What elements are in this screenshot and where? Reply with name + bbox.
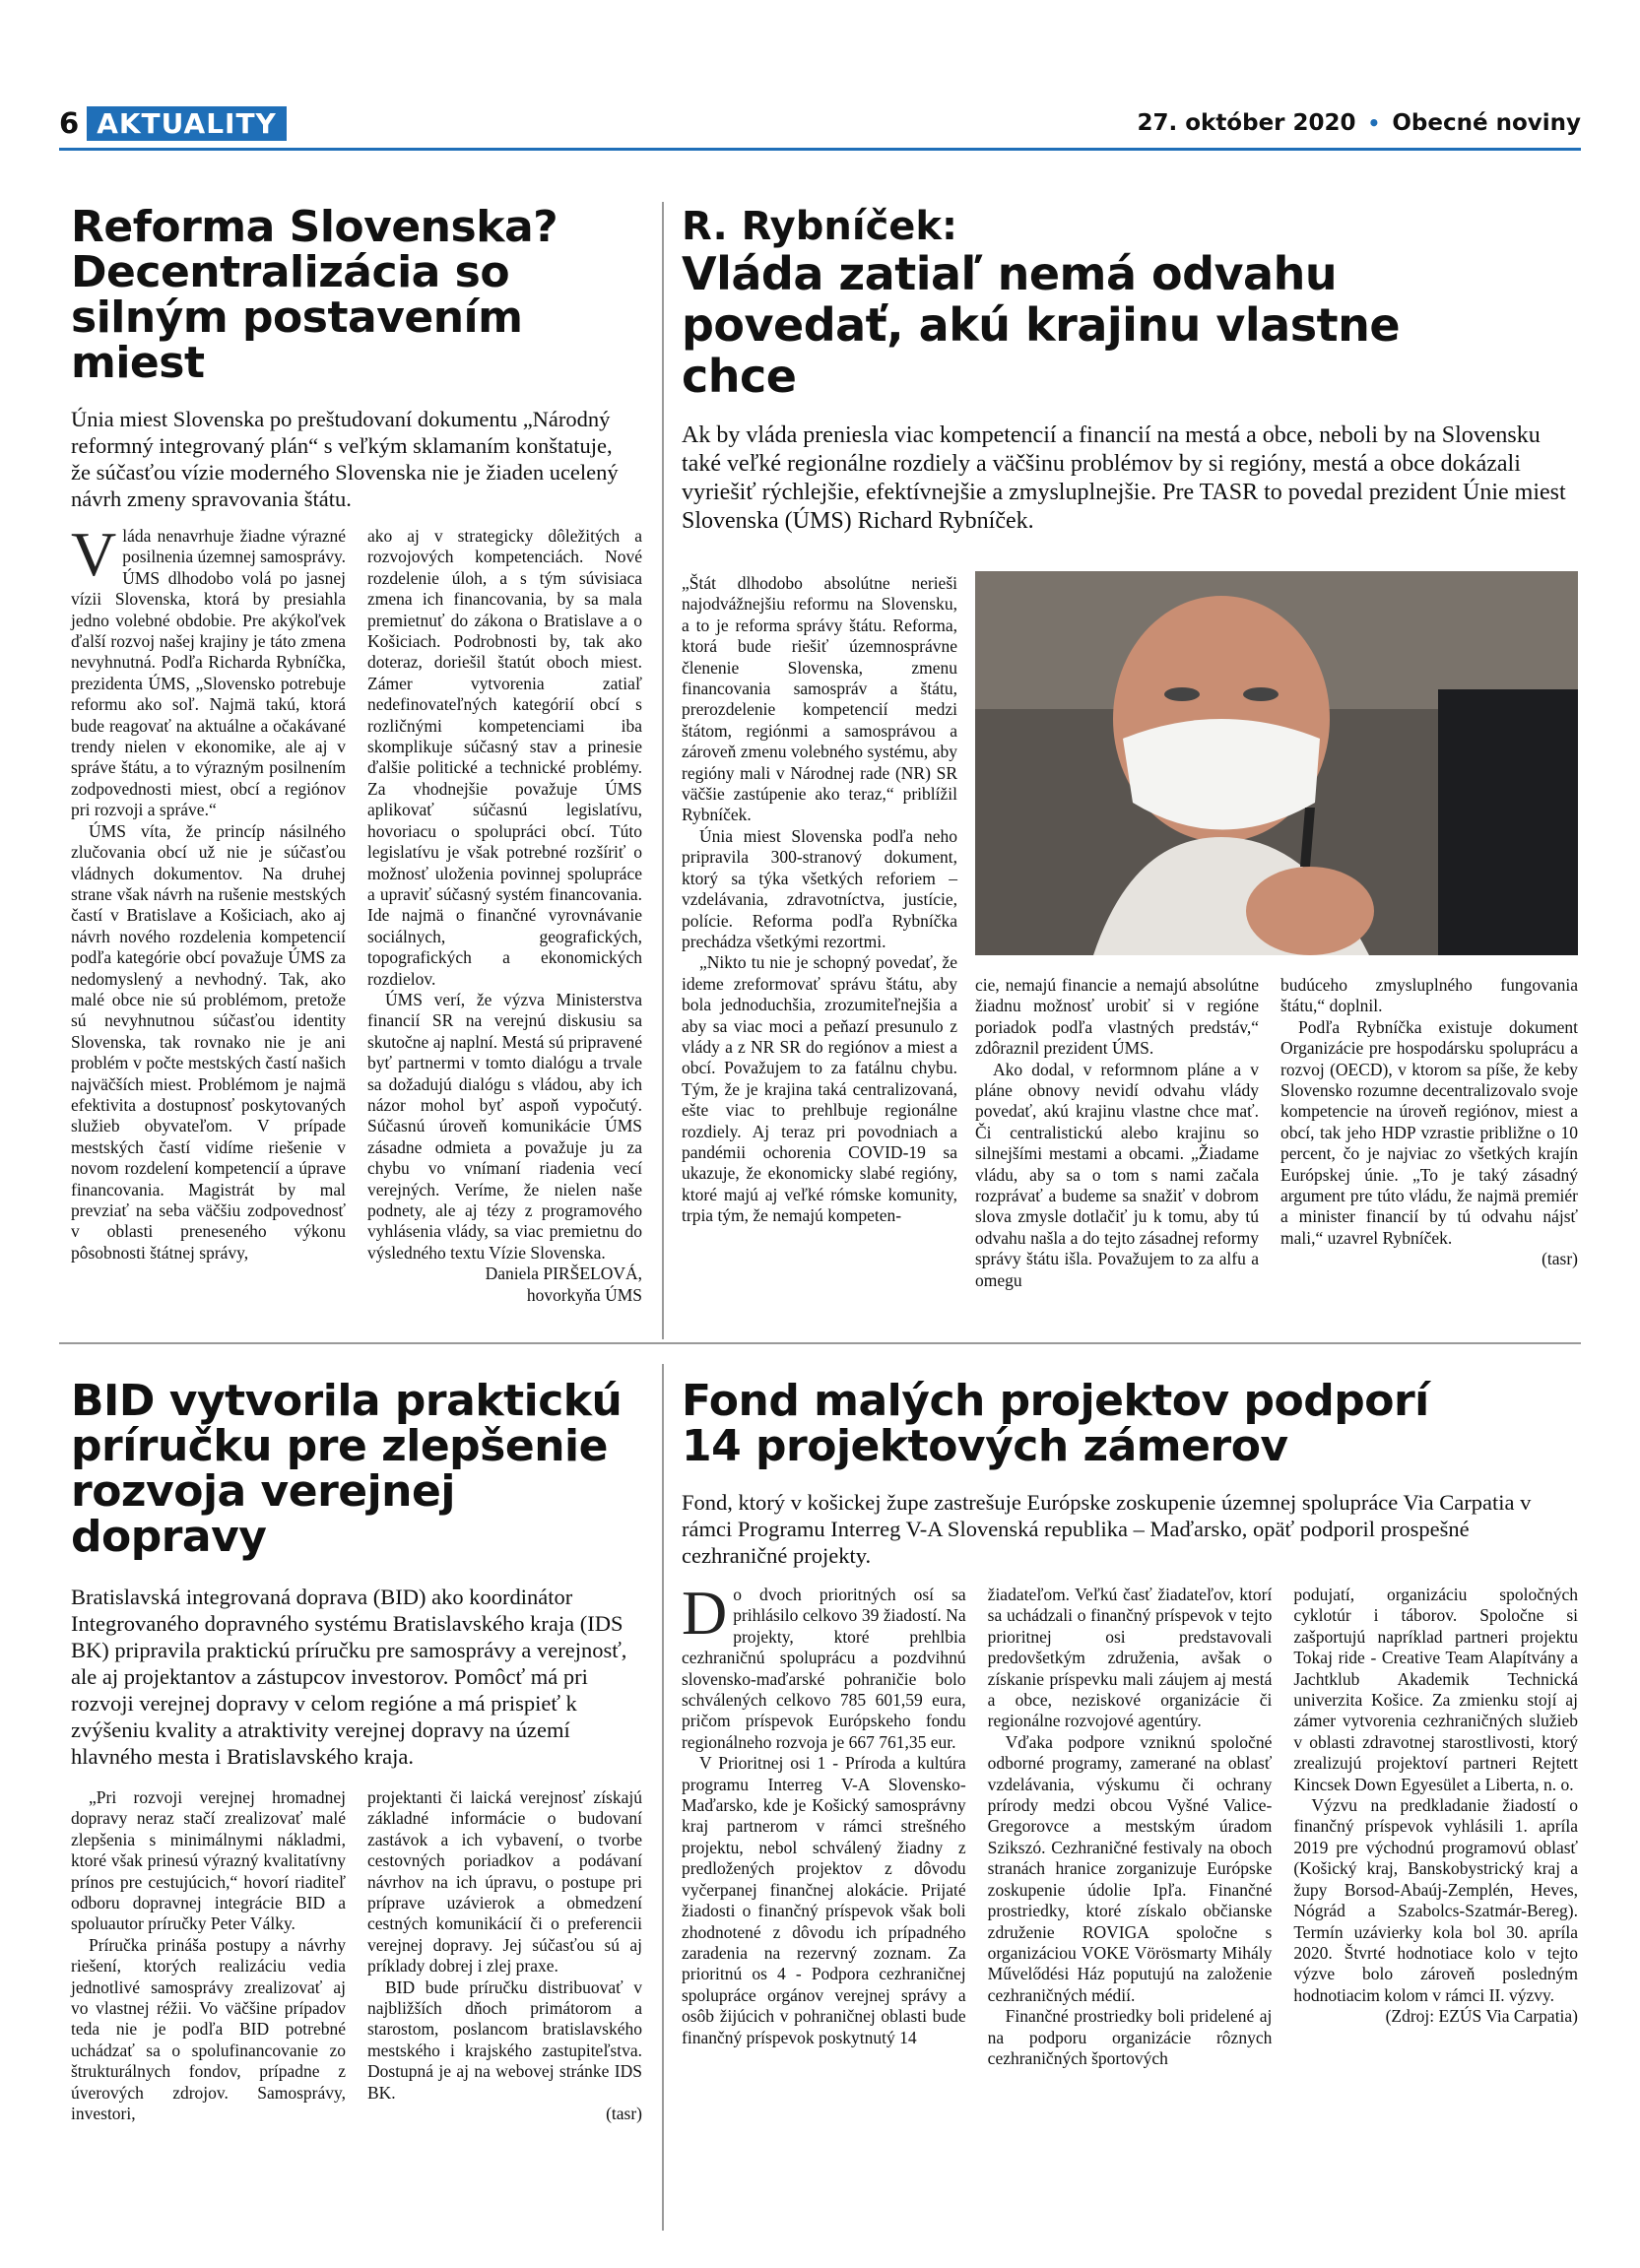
paragraph: Vláda nenavrhuje žiadne výrazné posilnenia územnej samosprávy. ÚMS dlhodobo volá po jasnej vízii Slovenska, ktorá by presiahla jedno volebné obdobie. Pre akýkoľvek ďalší rozvoj našej krajiny je táto zmena nevyhnutná. Podľa Richarda Rybníčka, prezidenta ÚMS, „Slovensko potrebuje reformu ako soľ. Najmä takú, ktorá bude reagovať na aktuálne a očakávané trendy nielen v ekonomike, ale aj v správe štátu, a to výrazným posilnením zodpovednosti miest, obcí a regiónov pri rozvoji a správe.“: [71, 519, 347, 820]
body-column: [71, 1787, 346, 2125]
separator-dot: •: [1367, 111, 1381, 135]
masthead: [59, 102, 1581, 144]
body-column: [975, 975, 1259, 1291]
article-lead: Únia miest Slovenska po preštudovaní dokumentu „Národný reformný integrovaný plán“ s veľkým sklamaním konštatuje, že súčasťou vízie moderného Slovenska nie je žiaden ucelený návrh zmeny spravovania štátu.: [71, 407, 619, 511]
paragraph: ako aj v strategicky dôležitých a rozvojových kompetenciách. Nové rozdelenie úloh, a s tým súvisiaca zmena ich financovania, by sa mala premietnuť do zákona o Bratislave a o Košiciach. Podrobnosti by, tak ako doteraz, doriešil štatút oboch miest. Zámer vytvorenia zatiaľ nedefinovateľných kategórií obcí s rozličnými kompetenciami iba skomplikuje súčasný stav a prinesie ďalšie politické a technické problémy. Za vhodnejšie považuje ÚMS aplikovať súčasnú legislatívu, hovoriacu o spolupráci obcí. Túto legislatívu je však potrebné rozšíriť o možnosť uloženia povinnej spolupráce a upraviť súčasný systém financovania. Ide najmä o finančné vyrovnávanie sociálnych, geografických, topografických a ekonomických rozdielov.: [367, 526, 642, 989]
photo-rybnicek: [975, 571, 1578, 955]
paragraph: cie, nemajú financie a nemajú absolútne žiadnu možnosť urobiť si v regióne poriadok podľa vlastných predstáv,“ zdôraznil prezident ÚMS.: [975, 975, 1259, 1059]
article-body: [71, 519, 642, 1306]
page-number: 6: [59, 106, 80, 140]
article-lead: Bratislavská integrovaná doprava (BID) ako koordinátor Integrovaného dopravného systému Bratislavského kraja (IDS BK) pripravila praktickú príručku pre samosprávy a verejnosť, ale aj projektantov a zástupcov investorov. Pomôcť má pri rozvoji verejnej dopravy v celom regióne a má prispieť k zvýšeniu kvality a atraktivity verejnej dopravy na území hlavného mesta i Bratislavského kraja.: [71, 1585, 627, 1769]
article-title: BID vytvorila praktickú príručku pre zlepšenie rozvoja verejnej dopravy: [71, 1376, 623, 1562]
article-rybnicek-col3: [1280, 975, 1578, 1270]
body-column: [367, 526, 642, 1306]
paragraph: Ako dodal, v reformnom pláne a v pláne obnovy nevidí odvahu vlády povedať, akú krajinu vlastne chce mať. Či centralistickú alebo krajinu so silnejšími mestami a obcami. „Žiadame vládu, aby sa o tom s nami začala rozprávať a budeme sa snažiť v dobrom slova zmysle dotlačiť ju k tomu, aby tú odvahu našla a do tejto zásadnej reformy správy štátu išla. Považujem to za alfu a omegu: [975, 1059, 1259, 1290]
article-rybnicek: [682, 205, 1578, 536]
article-rybnicek-col2: [975, 975, 1259, 1291]
paragraph: Podľa Rybníčka existuje dokument Organizácie pre hospodársku spoluprácu a rozvoj (OECD), v ktorom sa píše, že keby Slovensko rozumne decentralizovalo svoje kompetencie na úroveň regiónov, miest a obcí, tak jeho HDP vzrastie približne o 10 percent, čo je najviac zo všetkých krajín Európskej únie. „To je taký zásadný argument pre túto vládu, že najmä premiér a minister financií by tú odvahu nájsť mali,“ uzavrel Rybníček.: [1280, 1016, 1578, 1248]
paragraph: Do dvoch prioritných osí sa prihlásilo celkovo 39 žiadostí. Na projekty, ktoré prehlbia cezhraničnú spoluprácu a pozdvihnú slovensko-maďarské pohraničie bolo schválených celkovo 785 601,59 eura, pričom príspevok Európskeho fondu regionálneho rozvoja je 667 761,35 eur.: [682, 1578, 966, 1752]
source-credit: (tasr): [606, 2104, 642, 2124]
paragraph: budúceho zmysluplného fungovania štátu,“ doplnil.: [1280, 975, 1578, 1016]
paragraph: „Pri rozvoji verejnej hromadnej dopravy neraz stačí zrealizovať malé zlepšenia s minimálnymi nákladmi, ktoré však prinesú výrazný kvalitatívny prínos pre cestujúcich,“ hovorí riaditeľ odboru dopravnej integrácie BID a spoluautor príručky Peter Války.: [71, 1787, 346, 1934]
article-lead: Fond, ktorý v košickej župe zastrešuje Európske zoskupenie územnej spolupráce Via Carpatia v rámci Programu Interreg V-A Slovenská republika – Maďarsko, opäť podporil prospešné cezhraničné projekty.: [682, 1490, 1532, 1568]
paragraph: „Nikto tu nie je schopný povedať, že ideme zreformovať správu štátu, aby bola jednoduchšia, zrozumiteľnejšia a aby sa viac moci a peňazí presunulo z vlády a z NR SR do regiónov a miest a obcí. Považujem to za fatálnu chybu. Tým, že je krajina taká centralizovaná, ešte viac to prehlbuje regionálne rozdiely. Aj teraz pri povodniach a pandémii ochorenia COVID-19 sa ukazuje, že ekonomicky slabé regióny, ktoré majú aj veľké rómske komunity, trpia tým, že nemajú kompeten-: [682, 952, 957, 1226]
paragraph: projektanti či laická verejnosť získajú základné informácie o budovaní zastávok a ich vybavení, o tvorbe cestovných poriadkov a podávaní návrhov na ich úpravu, o postupe pri príprave uzávierok a obmedzení cestných komunikácií či o preferencii verejnej dopravy. Jej súčasťou sú aj príklady dobrej i zlej praxe.: [367, 1787, 642, 1976]
drop-cap: V: [71, 519, 117, 589]
masthead-right: [1137, 110, 1581, 136]
article-title: Vláda zatiaľ nemá odvahu povedať, akú krajinu vlastne chce: [682, 247, 1401, 403]
issue-date: 27. október 2020: [1137, 110, 1356, 136]
article-reforma: [71, 202, 642, 1306]
article-title: Fond malých projektov podporí 14 projektových zámerov: [682, 1376, 1429, 1471]
column-divider-top: [662, 202, 664, 1339]
paragraph: Výzvu na predkladanie žiadostí o finančný príspevok vyhlásili 1. apríla 2019 pre východnú programovú oblasť (Košický kraj, Banskobystrický kraj a župy Borsod-Abaúj-Zemplén, Heves, Nógrád a Szabolcs-Szatmár-Bereg). Termín uzávierky kola bol 30. apríla 2020. Štvrté hodnotiace kolo v tejto výzve bolo zároveň posledným hodnotiacim kolom v rámci II. výzvy.: [1293, 1795, 1579, 2005]
body-column: [367, 1787, 642, 2125]
article-title: Reforma Slovenska? Decentralizácia so silným postavením miest: [71, 202, 558, 388]
header-rule: [59, 148, 1581, 151]
masthead-left: [59, 106, 287, 141]
article-body: [682, 1578, 1579, 2069]
paragraph: ÚMS verí, že výzva Ministerstva financií SR na verejnú diskusiu sa skutočne aj naplní. Mestá sú pripravené byť partnermi v tomto dialógu a trvale sa dožadujú dialógu s vládou, aby ich názor mohol byť aspoň vypočutý. Súčasnú úroveň komunikácie ÚMS zásadne odmieta a považuje ju za chybu vo vnímaní riadenia vecí verejných. Veríme, že nielen naše podnety, ale aj tézy z programového vyhlásenia vlády, sa viac premietnu do výsledného textu Vízie Slovenska.: [367, 989, 642, 1263]
body-column: [71, 519, 347, 1306]
article-kicker: R. Rybníček:: [682, 204, 957, 249]
paragraph: BID bude príručku distribuovať v najbližších dňoch primátorom a starostom, poslancom bratislavského mestského i krajského zastupiteľstva. Dostupná je aj na webovej stránke IDS BK.: [367, 1976, 642, 2103]
drop-cap: D: [682, 1578, 728, 1648]
body-column: [682, 1578, 966, 2069]
body-column: [1280, 975, 1578, 1270]
signature-role: hovorkyňa ÚMS: [526, 1284, 642, 1305]
article-lead: Ak by vláda preniesla viac kompetencií a financií na mestá a obce, neboli by na Slovensku také veľké regionálne rozdiely a väčšinu problémov by si regióny, mestá a obce dokázali vyriešiť rýchlejšie, efektívnejšie a zmysluplnejšie. Pre TASR to povedal prezident Únie miest Slovenska (ÚMS) Richard Rybníček.: [682, 422, 1566, 534]
section-label: AKTUALITY: [87, 106, 287, 141]
paragraph: žiadateľom. Veľkú časť žiadateľov, ktorí sa uchádzali o finančný príspevok v tejto prioritnej osi predstavovali predovšetkým združenia, avšak o získanie príspevku mali záujem aj mestá a obce, neziskové organizácie či regionálne rozvojové agentúry.: [987, 1585, 1273, 1731]
column-divider-bottom: [662, 1364, 664, 2231]
body-column: [988, 1585, 1273, 2069]
section-divider: [59, 1342, 1581, 1344]
article-rybnicek-col1: [682, 573, 957, 1227]
article-fond: [682, 1376, 1579, 2069]
paragraph: V Prioritnej osi 1 - Príroda a kultúra programu Interreg V-A Slovensko-Maďarsko, kde je Košický samosprávny kraj partnerom v rámci strešného projektu, nebol schválený žiadny z predložených projektov z dôvodu vyčerpanej finančnej alokácie. Prijaté žiadosti o finančný príspevok však boli zhodnotené z dôvodu ich prípadného zaradenia na rezervný zoznam. Za prioritnú os 4 - Podpora cezhraničnej spolupráce orgánov verejnej správy a osôb žijúcich v pohraničnej oblasti bude finančný príspevok poskytnutý 14: [682, 1753, 966, 2047]
article-bid: [71, 1376, 642, 2125]
newspaper-name: Obecné noviny: [1392, 110, 1581, 136]
body-column: [1293, 1585, 1578, 2069]
paragraph: Príručka prináša postupy a návrhy riešení, ktorých realizáciu vedia jednotlivé samosprávy zrealizovať aj vo vlastnej réžii. Vo väčšine prípadov teda nie je podľa BID potrebné uchádzať sa o spolufinancovanie zo štrukturálnych fondov, prípadne z úverových zdrojov. Samosprávy, investori,: [71, 1934, 346, 2124]
paragraph: „Štát dlhodobo absolútne nerieši najodvážnejšiu reformu na Slovensku, a to je reforma správy štátu. Reforma, ktorá bude riešiť územnosprávne členenie Slovenska, zmenu financovania samospráv a štátu, prerozdelenie kompetencií medzi štátom, regiónmi a samosprávou a zároveň zmenu volebného systému, aby regióny mali v Národnej rade (NR) SR väčšie zastúpenie ako teraz,“ priblížil Rybníček.: [682, 573, 957, 825]
paragraph: ÚMS víta, že princíp násilného zlučovania obcí už nie je súčasťou vládnych dokumentov. Na druhej strane však návrh na rušenie mestských častí v Bratislave a Košiciach, ako aj návrh nového rozdelenia kompetencií podľa kategórie obcí považuje ÚMS za nedomyslený a nevhodný. Tak, ako malé obce nie sú problémom, pretože sú nevyhnutnou súčasťou identity Slovenska, tak rovnako nie je ani problém v počte mestských častí našich najväčších miest. Problémom je najmä efektivita a dostupnosť poskytovaných služieb obyvateľom. V prípade mestských častí vidíme riešenie v novom rozdelení kompetencií a úprave financovania. Magistrát by mal prevziať na seba väčšiu zodpovednosť v oblasti preneseného výkonu pôsobnosti štátnej správy,: [71, 820, 346, 1263]
source-credit: (Zdroj: EZÚS Via Carpatia): [1385, 2006, 1579, 2027]
paragraph: podujatí, organizáciu spoločných cyklotúr i táborov. Spoločne si zašportujú napríklad partneri projektu Tokaj ride - Creative Team Alapítvány a Jachtklub Akademik Technická univerzita Košice. Za zmienku stojí aj zámer vytvorenia cezhraničných služieb v oblasti zdravotnej starostlivosti, ktorý zrealizujú projektoví partneri Rejtett Kincsek Down Egyesület a Liberta, n. o.: [1293, 1585, 1579, 1794]
paragraph: Vďaka podpore vzniknú spoločné odborné programy, zamerané na oblasť vzdelávania, výskumu či ochrany prírody medzi obcou Vyšné Valice-Gregorovce a mestským úradom Szikszó. Cezhraničné festivaly na oboch stranách hranice zorganizuje Európske zoskupenie údolie Ipľa. Finančné prostriedky, ktoré získalo občianske združenie ROVIGA spoločne s organizáciou VOKE Vörösmarty Mihály Művelődési Ház poputujú na založenie cezhraničných médií.: [987, 1731, 1273, 2005]
paragraph: Únia miest Slovenska podľa neho pripravila 300-stranový dokument, ktorý sa týka všetkých reforiem – vzdelávania, zdravotníctva, justície, polície. Reforma podľa Rybníčka prechádza všetkými rezortmi.: [682, 825, 957, 951]
paragraph: Finančné prostriedky boli pridelené aj na podporu organizácie rôznych cezhraničných športových: [987, 2006, 1273, 2068]
article-body: [71, 1787, 642, 2125]
body-column: [682, 573, 957, 1227]
source-credit: (tasr): [1542, 1249, 1578, 1269]
signature-name: Daniela PIRŠELOVÁ,: [485, 1264, 642, 1284]
